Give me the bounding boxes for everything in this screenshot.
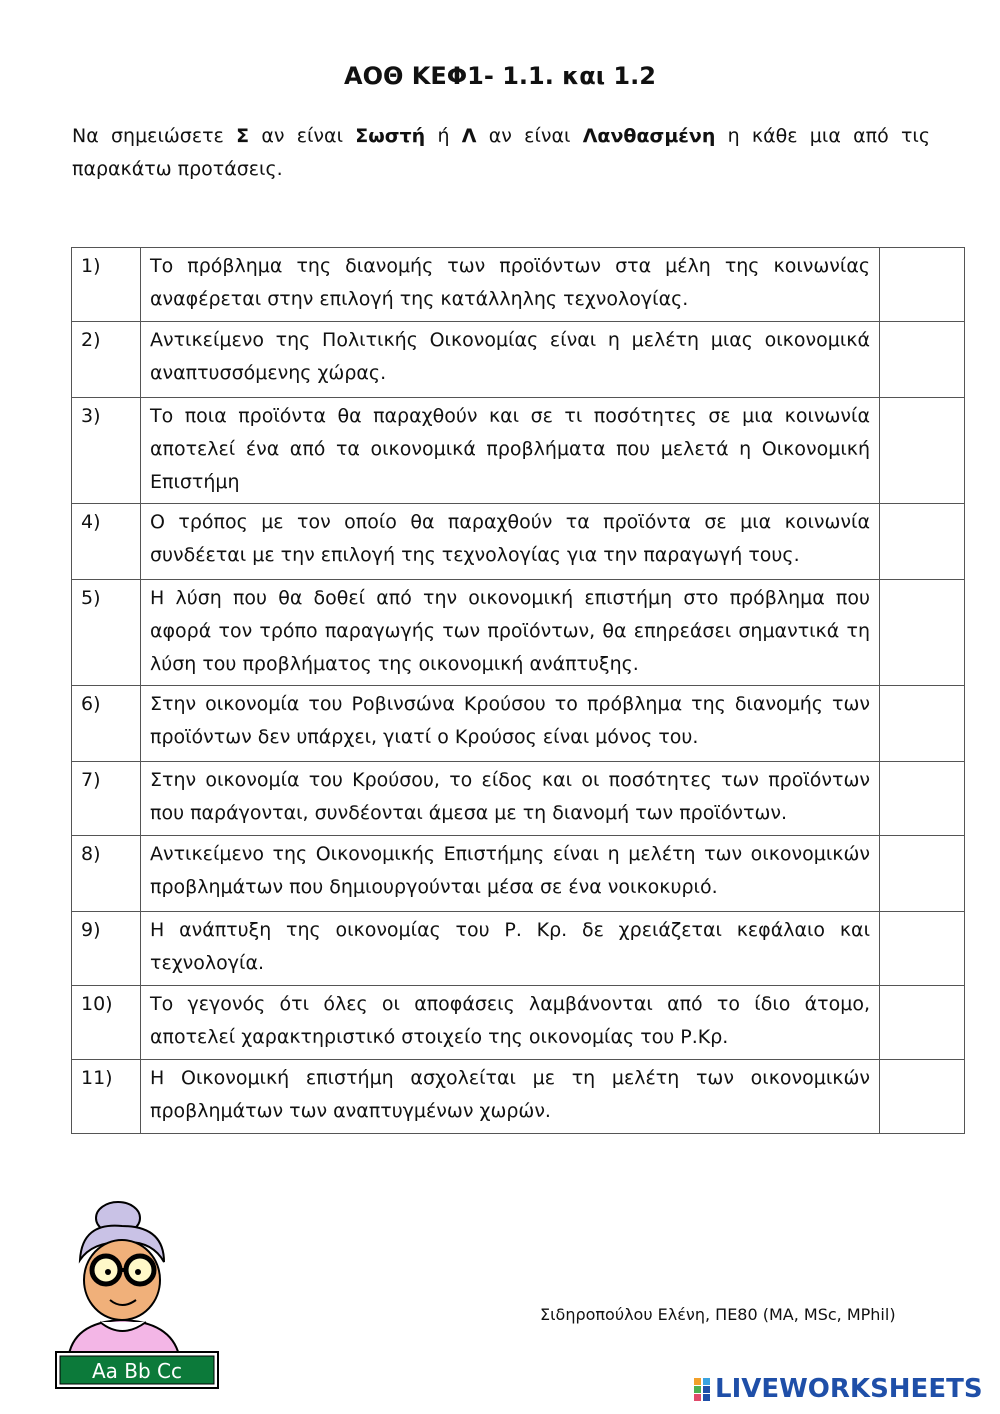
brand-mark-icon	[693, 1376, 711, 1402]
question-text: Το πρόβλημα της διανομής των προϊόντων στα μέλη της κοινωνίας αναφέρεται στην επιλογή της κατάλληλης τεχνολογίας.	[141, 248, 880, 322]
question-number: 7)	[72, 762, 141, 836]
questions-table	[71, 247, 965, 1134]
answer-field[interactable]	[880, 762, 965, 836]
answer-field[interactable]	[880, 580, 965, 686]
answer-field[interactable]	[880, 398, 965, 504]
question-text: Η Οικονομική επιστήμη ασχολείται με τη μελέτη των οικονομικών προβλημάτων των αναπτυγμένων χωρών.	[141, 1060, 880, 1134]
answer-field[interactable]	[880, 986, 965, 1060]
brand-logo	[693, 1374, 983, 1404]
question-number: 9)	[72, 912, 141, 986]
question-number: 2)	[72, 322, 141, 398]
question-text: Το γεγονός ότι όλες οι αποφάσεις λαμβάνονται από το ίδιο άτομο, αποτελεί χαρακτηριστικό στοιχείο της οικονομίας του Ρ.Κρ.	[141, 986, 880, 1060]
question-text: Ο τρόπος με τον οποίο θα παραχθούν τα προϊόντα σε μια κοινωνία συνδέεται με την επιλογή της τεχνολογίας για την παραγωγή τους.	[141, 504, 880, 580]
question-text: Το ποια προϊόντα θα παραχθούν και σε τι ποσότητες σε μια κοινωνία αποτελεί ένα από τα οικονομικά προβλήματα που μελετά η Οικονομική Επιστήμη	[141, 398, 880, 504]
answer-field[interactable]	[880, 248, 965, 322]
question-number: 8)	[72, 836, 141, 912]
question-text: Στην οικονομία του Κρούσου, το είδος και οι ποσότητες των προϊόντων που παράγονται, συνδέονται άμεσα με τη διανομή των προϊόντων.	[141, 762, 880, 836]
answer-field[interactable]	[880, 686, 965, 762]
answer-field[interactable]	[880, 322, 965, 398]
answer-field[interactable]	[880, 836, 965, 912]
page-title: ΑΟΘ ΚΕΦ1- 1.1. και 1.2	[344, 62, 656, 90]
question-number: 4)	[72, 504, 141, 580]
question-number: 5)	[72, 580, 141, 686]
answer-field[interactable]	[880, 504, 965, 580]
author-credit: Σιδηροπούλου Ελένη, ΠΕ80 (MA, MSc, MPhil)	[540, 1305, 896, 1324]
question-number: 11)	[72, 1060, 141, 1134]
question-text: Αντικείμενο της Πολιτικής Οικονομίας είναι η μελέτη μιας οικονομικά αναπτυσσόμενης χώρας.	[141, 322, 880, 398]
table-row	[72, 762, 965, 836]
question-text: Αντικείμενο της Οικονομικής Επιστήμης είναι η μελέτη των οικονομικών προβλημάτων που δημιουργούνται μέσα σε ένα νοικοκυριό.	[141, 836, 880, 912]
table-row	[72, 1060, 965, 1134]
question-number: 3)	[72, 398, 141, 504]
question-text: Στην οικονομία του Ροβινσώνα Κρούσου το πρόβλημα της διανομής των προϊόντων δεν υπάρχει, γιατί ο Κρούσος είναι μόνος του.	[141, 686, 880, 762]
question-text: Η λύση που θα δοθεί από την οικονομική επιστήμη στο πρόβλημα που αφορά τον τρόπο παραγωγής των προϊόντων, θα επηρεάσει σημαντικά τη λύση του προβλήματος της οικονομική ανάπτυξης.	[141, 580, 880, 686]
table-row	[72, 322, 965, 398]
table-row	[72, 580, 965, 686]
question-number: 6)	[72, 686, 141, 762]
table-row	[72, 912, 965, 986]
table-row	[72, 504, 965, 580]
table-row	[72, 686, 965, 762]
brand-name: LIVEWORKSHEETS	[715, 1374, 983, 1404]
teacher-illustration	[52, 1200, 224, 1392]
question-number: 1)	[72, 248, 141, 322]
instructions: Να σημειώσετε Σ αν είναι Σωστή ή Λ αν είναι Λανθασμένη η κάθε μια από τις παρακάτω προτάσεις.	[72, 125, 930, 180]
table-row	[72, 986, 965, 1060]
question-text: Η ανάπτυξη της οικονομίας του Ρ. Κρ. δε χρειάζεται κεφάλαιο και τεχνολογία.	[141, 912, 880, 986]
answer-field[interactable]	[880, 912, 965, 986]
question-number: 10)	[72, 986, 141, 1060]
table-row	[72, 398, 965, 504]
blackboard-text: Aa Bb Cc	[91, 1359, 183, 1383]
answer-field[interactable]	[880, 1060, 965, 1134]
table-row	[72, 836, 965, 912]
table-row	[72, 248, 965, 322]
